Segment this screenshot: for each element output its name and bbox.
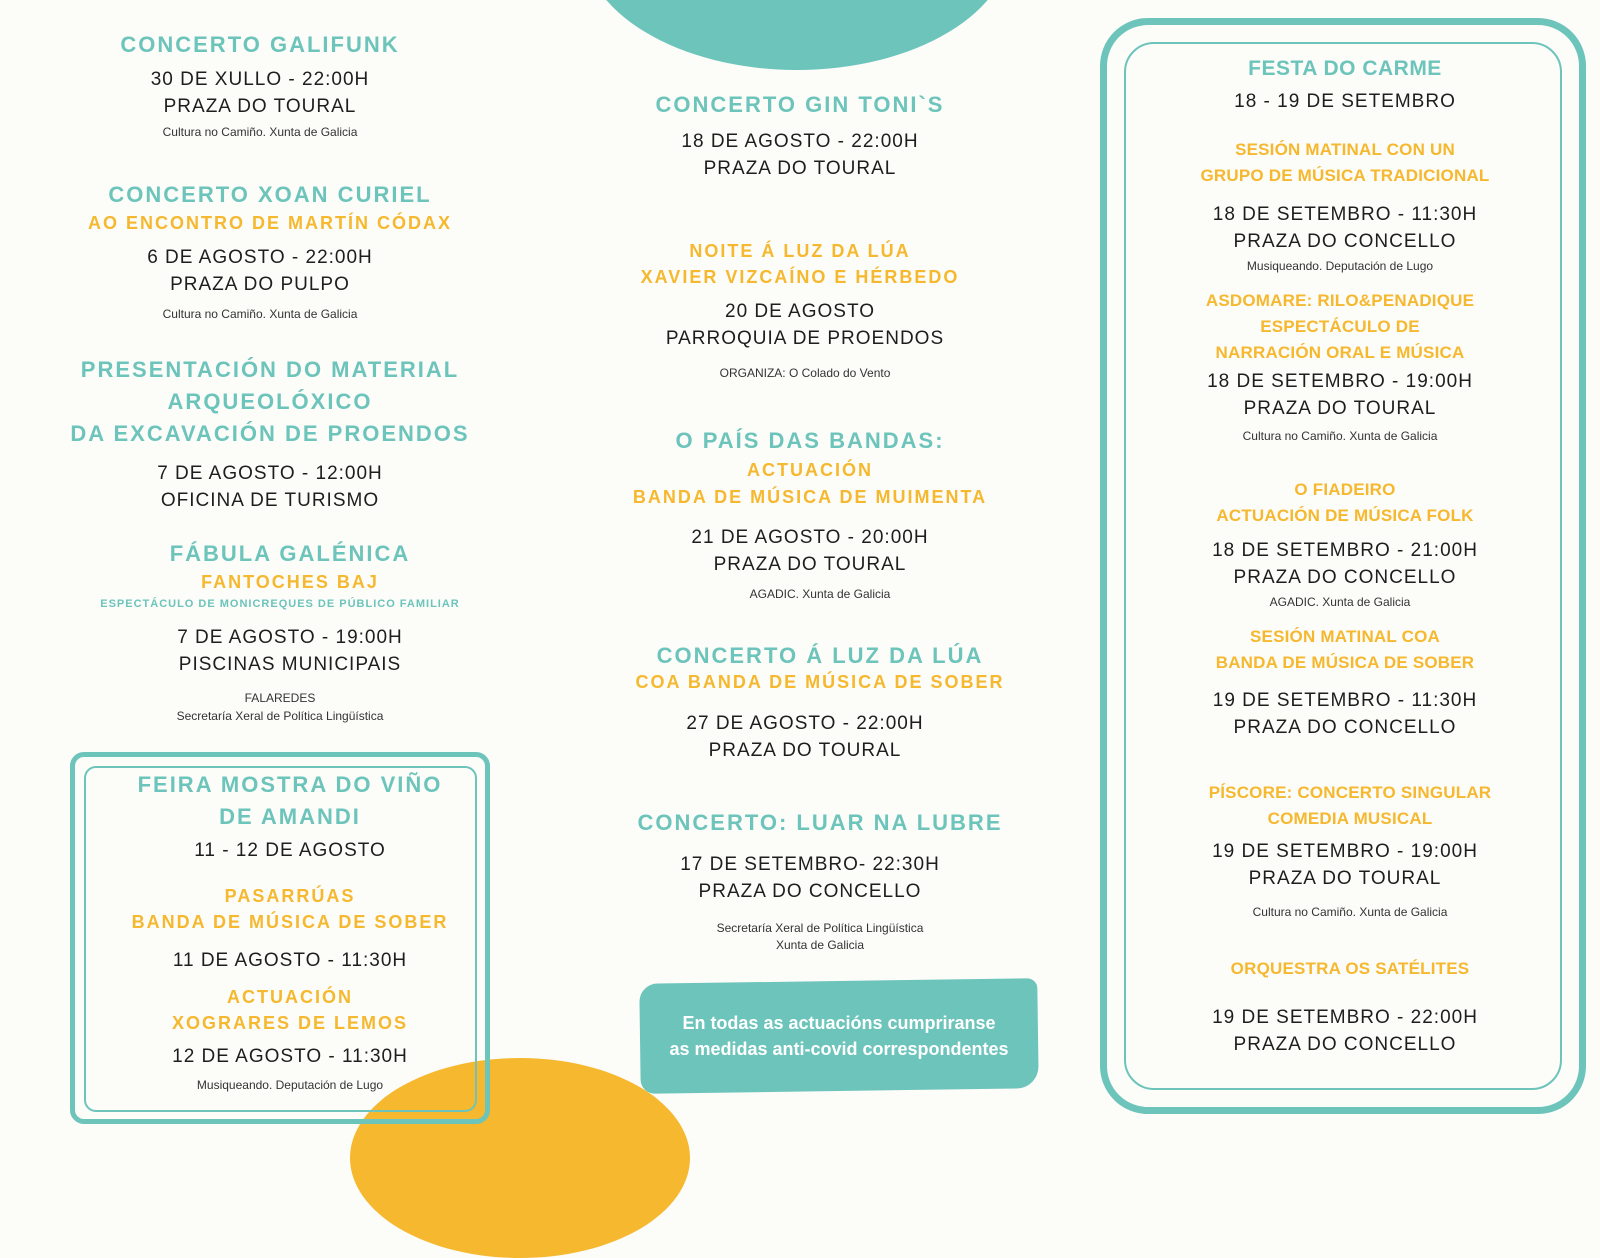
noite-sponsor: ORGANIZA: O Colado do Vento: [719, 366, 891, 380]
orquestra-date: 19 DE SETEMBRO - 22:00H: [1212, 1007, 1478, 1028]
covid-notice-line1: En todas as actuacións cumpriranse: [682, 1013, 996, 1033]
fabula-date: 7 DE AGOSTO - 19:00H: [177, 627, 403, 648]
presentacion-date: 7 DE AGOSTO - 12:00H: [157, 463, 383, 484]
matinal1-date: 18 DE SETEMBRO - 11:30H: [1212, 204, 1478, 225]
orquestra-place: PRAZA DO CONCELLO: [1233, 1034, 1457, 1055]
piscore-place: PRAZA DO TOURAL: [1248, 868, 1442, 889]
covid-notice-line2: as medidas anti-covid correspondentes: [669, 1039, 1009, 1059]
fabula-subsubtitle: ESPECTÁCULO DE MONICREQUES DE PÚBLICO FAMILIAR: [100, 598, 460, 610]
bandas-place: PRAZA DO TOURAL: [713, 554, 907, 575]
matinal2-title-1: SESIÓN MATINAL COA: [1250, 627, 1440, 646]
luar-place: PRAZA DO CONCELLO: [698, 881, 922, 902]
feira-title-line2: DE AMANDI: [219, 804, 361, 829]
luzlua-place: PRAZA DO TOURAL: [708, 740, 902, 761]
fiadeiro-date: 18 DE SETEMBRO - 21:00H: [1212, 540, 1478, 561]
feira-dates: 11 - 12 DE AGOSTO: [194, 840, 386, 861]
piscore-sponsor: Cultura no Camiño. Xunta de Galicia: [1252, 905, 1448, 919]
fabula-subtitle: FANTOCHES BAJ: [201, 572, 379, 592]
asdomare-date: 18 DE SETEMBRO - 19:00H: [1207, 371, 1473, 392]
fiadeiro-title-2: ACTUACIÓN DE MÚSICA FOLK: [1216, 506, 1474, 525]
galifunk-place: PRAZA DO TOURAL: [163, 96, 357, 117]
noite-title: NOITE Á LUZ DA LÚA: [689, 241, 911, 261]
bandas-date: 21 DE AGOSTO - 20:00H: [691, 527, 929, 548]
gintonis-title: CONCERTO GIN TONI`S: [655, 92, 945, 117]
curiel-place: PRAZA DO PULPO: [170, 274, 350, 295]
xograres-title: ACTUACIÓN: [227, 987, 353, 1007]
feira-title-line1: FEIRA MOSTRA DO VIÑO: [137, 772, 443, 797]
bandas-subtitle-1: ACTUACIÓN: [747, 460, 873, 480]
festa-title: FESTA DO CARME: [1248, 57, 1442, 80]
noite-subtitle: XAVIER VIZCAÍNO E HÉRBEDO: [640, 267, 960, 287]
orquestra-title: ORQUESTRA OS SATÉLITES: [1230, 959, 1470, 978]
fiadeiro-sponsor: AGADIC. Xunta de Galicia: [1269, 595, 1411, 609]
curiel-subtitle: AO ENCONTRO DE MARTÍN CÓDAX: [88, 213, 452, 233]
fiadeiro-title-1: O FIADEIRO: [1294, 480, 1396, 499]
festa-dates: 18 - 19 DE SETEMBRO: [1234, 91, 1456, 112]
matinal2-title-2: BANDA DE MÚSICA DE SOBER: [1215, 653, 1475, 672]
matinal1-title-2: GRUPO DE MÚSICA TRADICIONAL: [1200, 166, 1490, 185]
pasarruas-title: PASARRÚAS: [224, 886, 356, 906]
matinal1-place: PRAZA DO CONCELLO: [1233, 231, 1457, 252]
matinal2-place: PRAZA DO CONCELLO: [1233, 717, 1457, 738]
gintonis-date: 18 DE AGOSTO - 22:00H: [681, 131, 919, 152]
presentacion-title-line1: PRESENTACIÓN DO MATERIAL: [80, 357, 460, 382]
piscore-title-1: PÍSCORE: CONCERTO SINGULAR: [1208, 783, 1492, 802]
pasarruas-date: 11 DE AGOSTO - 11:30H: [172, 950, 408, 971]
matinal1-sponsor: Musiqueando. Deputación de Lugo: [1246, 259, 1434, 273]
gintonis-place: PRAZA DO TOURAL: [703, 158, 897, 179]
asdomare-place: PRAZA DO TOURAL: [1243, 398, 1437, 419]
pasarruas-band: BANDA DE MÚSICA DE SOBER: [131, 912, 449, 932]
luzlua-title: CONCERTO Á LUZ DA LÚA: [656, 643, 984, 668]
teal-semicircle-top: [582, 0, 1012, 70]
curiel-date: 6 DE AGOSTO - 22:00H: [147, 247, 373, 268]
luar-sponsor-2: Xunta de Galicia: [775, 938, 865, 952]
presentacion-title-line2: ARQUEOLÓXICO: [167, 389, 373, 414]
luar-sponsor-1: Secretaría Xeral de Política Lingüística: [716, 921, 924, 935]
piscore-title-2: COMEDIA MUSICAL: [1267, 809, 1433, 828]
fabula-sponsor-1: FALAREDES: [244, 691, 316, 705]
luzlua-date: 27 DE AGOSTO - 22:00H: [686, 713, 924, 734]
asdomare-title-1: ASDOMARE: RILO&PENADIQUE: [1205, 291, 1475, 310]
matinal1-title-1: SESIÓN MATINAL CON UN: [1235, 140, 1455, 159]
galifunk-title: CONCERTO GALIFUNK: [120, 32, 400, 57]
galifunk-sponsor: Cultura no Camiño. Xunta de Galicia: [162, 125, 358, 139]
fabula-sponsor-2: Secretaría Xeral de Política Lingüística: [176, 709, 384, 723]
xograres-band: XOGRARES DE LEMOS: [171, 1013, 409, 1033]
luzlua-subtitle: COA BANDA DE MÚSICA DE SOBER: [635, 672, 1005, 692]
noite-place: PARROQUIA DE PROENDOS: [665, 328, 945, 349]
curiel-title: CONCERTO XOAN CURIEL: [108, 182, 432, 207]
bandas-sponsor: AGADIC. Xunta de Galicia: [749, 587, 891, 601]
fiadeiro-place: PRAZA DO CONCELLO: [1233, 567, 1457, 588]
galifunk-date: 30 DE XULLO - 22:00H: [150, 69, 370, 90]
noite-date: 20 DE AGOSTO: [725, 301, 875, 322]
curiel-sponsor: Cultura no Camiño. Xunta de Galicia: [162, 307, 358, 321]
fabula-title: FÁBULA GALÉNICA: [169, 541, 411, 566]
luar-title: CONCERTO: LUAR NA LUBRE: [637, 810, 1003, 835]
covid-notice-banner: [639, 978, 1038, 1094]
asdomare-title-3: NARRACIÓN ORAL E MÚSICA: [1215, 343, 1465, 362]
feira-sponsor: Musiqueando. Deputación de Lugo: [196, 1078, 384, 1092]
bandas-title: O PAÍS DAS BANDAS:: [675, 428, 945, 453]
presentacion-title-line3: DA EXCAVACIÓN DE PROENDOS: [70, 421, 470, 446]
matinal2-date: 19 DE SETEMBRO - 11:30H: [1212, 690, 1478, 711]
luar-date: 17 DE SETEMBRO- 22:30H: [680, 854, 940, 875]
piscore-date: 19 DE SETEMBRO - 19:00H: [1212, 841, 1478, 862]
bandas-subtitle-2: BANDA DE MÚSICA DE MUIMENTA: [632, 487, 988, 507]
asdomare-title-2: ESPECTÁCULO DE: [1260, 317, 1420, 336]
asdomare-sponsor: Cultura no Camiño. Xunta de Galicia: [1242, 429, 1438, 443]
xograres-date: 12 DE AGOSTO - 11:30H: [172, 1046, 408, 1067]
presentacion-place: OFICINA DE TURISMO: [160, 490, 380, 511]
fabula-place: PISCINAS MUNICIPAIS: [178, 654, 402, 675]
